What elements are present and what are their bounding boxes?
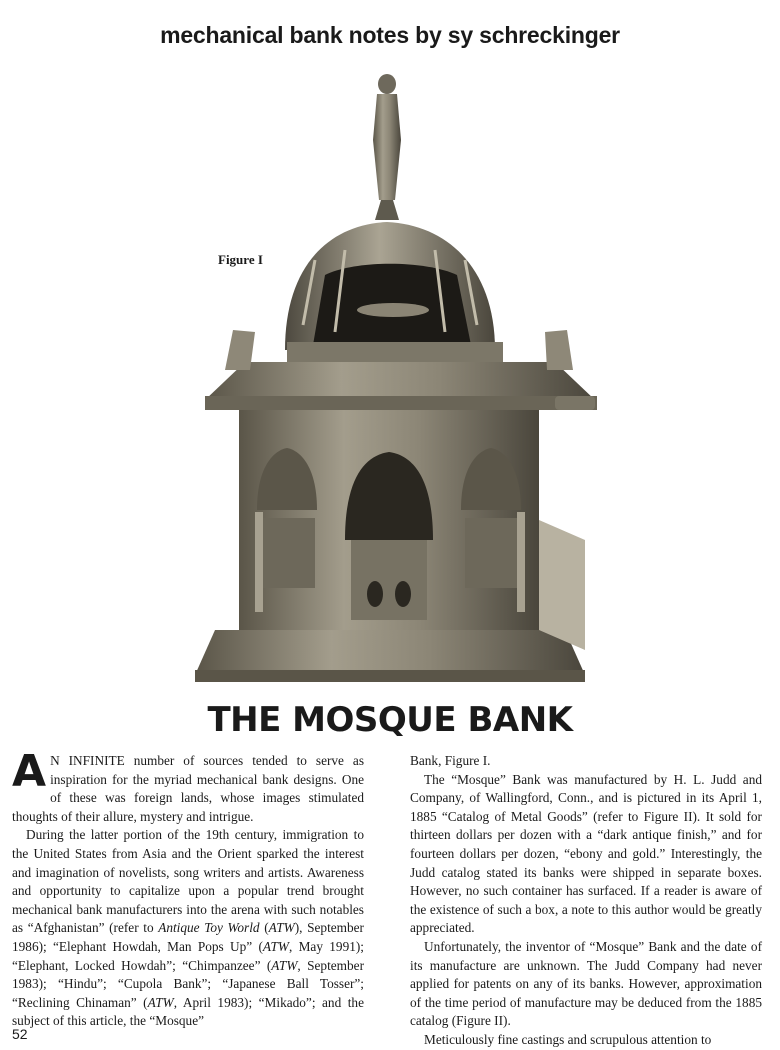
drop-cap: A [12, 746, 47, 797]
paragraph-5: Meticulously fine castings and scrupulous attention to [424, 1031, 712, 1047]
mosque-bank-photo [195, 70, 605, 690]
right-column [410, 752, 762, 1050]
page-number: 52 [12, 1026, 28, 1042]
paragraph-1-text: number of sources tended to serve as inspiration for the myriad mechanical bank designs. One of these was foreign lands, whose images stimulated thoughts of their allure, mystery and intrigue. [12, 753, 364, 824]
paragraph-1 [12, 746, 364, 826]
figure-label: Figure I [218, 252, 263, 267]
paragraph-3: The “Mosque” Bank was manufactured by H. L. Judd and Company, of Wallingford, Conn., and is pictured in its April 1, 1885 “Catalog of Metal Goods” (refer to Figure II). It sold for thirteen dollars per dozen with a “dark antique finish,” and for fourteen dollars per dozen, “ebony and gold.” Interestingly, the Judd catalog stated its banks were shipped in separate boxes. However, no such container has surfaced. If a reader is aware of the existence of such a box, a note to this author would be greatly appreciated. [410, 771, 762, 936]
lead-in: N INFINITE [50, 753, 125, 768]
publication-title: Antique Toy World [158, 920, 260, 936]
article-title: THE MOSQUE BANK [207, 700, 573, 740]
paragraph-continued: Bank, Figure I. [410, 753, 491, 768]
left-column [12, 746, 364, 1031]
paragraph-2: During the latter portion of the 19th century, immigration to the United States from Asia and the Orient sparked the interest and imagination of novelists, song writers and artists. Awareness and opportunity to capitalize upon a popular trend brought mechanical bank manufacturers into the arena with such notables as “Afghanistan” (refer to Antique Toy World (ATW), September 1986); “Elephant Howdah, Man Pops Up” (ATW, May 1991); “Elephant, Locked Howdah”; “Chimpanzee” (ATW, September 1983); “Hindu”; “Cupola Bank”; “Japanese Ball Tosser”; “Reclining Chinaman” (ATW, April 1983); “Mikado”; and the subject of this article, the “Mosque” [12, 827, 364, 1029]
paragraph-4: Unfortunately, the inventor of “Mosque” Bank and the date of its manufacture are unknown. The Judd Company had never applied for patents on any of its banks. However, approximation of the time period of manufacture may be deduced from the 1885 catalog (Figure II). [410, 938, 762, 1029]
column-header: mechanical bank notes by sy schreckinger [160, 22, 620, 48]
